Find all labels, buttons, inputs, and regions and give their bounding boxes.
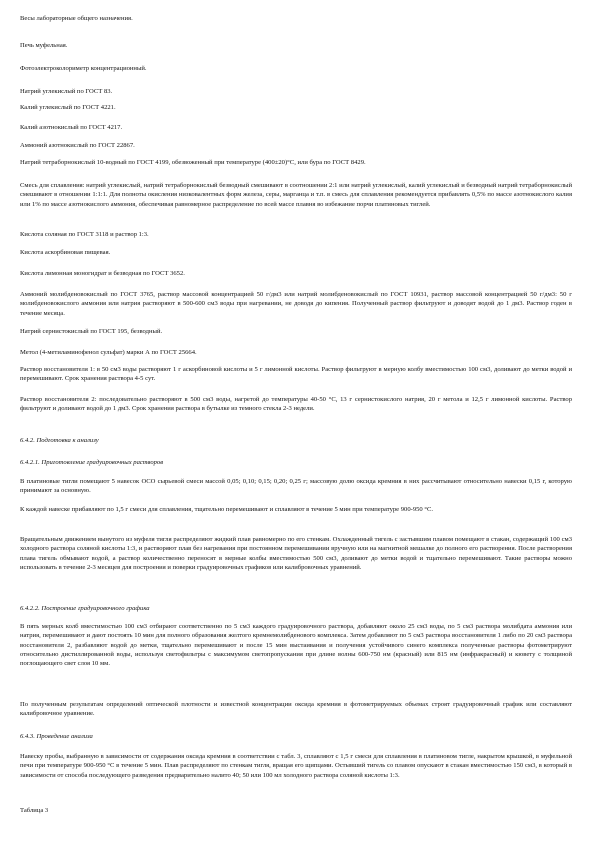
paragraph-fusion-mixture: Смесь для сплавления: натрий углекислый, натрий тетраборнокислый безводный смешивают в соотношении 2:1 или натрий углекислый, калий углекислый и безводный натрий тетраборнокислый смешивают в отношении 1:1:1. Для полноты окисления низковалентных форм железа, серы, марганца и т.п. в смесь для сплавления рекомендуется прибавлять 0,5% по массе азотнокислого калия или 1% по массе азотнокислого аммония, обеспечивая равномерное распределение по всей массе плавня во избежание порчи платиновых тиглей. xyxy=(20,182,572,208)
text-line-scales: Весы лабораторные общего назначения. xyxy=(20,15,133,22)
paragraph-analysis: Навеску пробы, выбранную в зависимости от содержания оксида кремния в соответствии с табл. 3, сплавляют с 1,5 г смеси для сплавления в платиновом тигле, накрытом крышкой, в муфельной печи при температуре 900-950 °С в течение 5 мин. Плав распределяют по стенкам тигля, вращая его щипцами. Остывший тигель со плавом опускают в стакан вместимостью 150 см3, в который в зависимости от способа последующего разведения предварительно налито 40; 50 или 100 мл холодного раствора соляной кислоты 1:3. xyxy=(20,753,572,779)
paragraph-molybdate: Аммоний молибденовокислый по ГОСТ 3765, раствор массовой концентрацией 50 г/дм3 или натрий молибденовокислый по ГОСТ 10931, раствор массовой концентрацией 50 г/дм3: 50 г молибденовокислого аммония или натрия растворяют в 500-600 см3 воды при нагревании, не доводя до кипения. Полученный раствор фильтруют и доводят водой до 1 дм3. Раствор годен в течение месяца. xyxy=(20,291,572,317)
text-line-metol: Метол (4-метиламинофенол сульфат) марки А по ГОСТ 25664. xyxy=(20,349,197,356)
section-heading-6-4-2-2: 6.4.2.2. Построение градуировочного графика xyxy=(20,605,150,612)
section-heading-6-4-2-1: 6.4.2.1. Приготовление градуировочных растворов xyxy=(20,459,164,466)
text-line-sodium-tetraborate: Натрий тетраборнокислый 10-водный по ГОСТ 4199, обезвоженный при температуре (400±20)°С, или бура по ГОСТ 8429. xyxy=(20,159,366,166)
section-heading-6-4-2: 6.4.2. Подготовка к анализу xyxy=(20,437,99,444)
text-line-furnace: Печь муфельная. xyxy=(20,42,68,49)
text-line-sodium-carbonate: Натрий углекислый по ГОСТ 83. xyxy=(20,88,113,95)
paragraph-samples: В платиновые тигли помещают 5 навесок ОСО сырьевой смеси массой 0,05; 0,10; 0,15; 0,20; 0,25 г; массовую долю оксида кремния в них рассчитывают относительно навески 0,15 г, которую принимают за основную. xyxy=(20,478,572,495)
section-heading-6-4-3: 6.4.3. Проведение анализа xyxy=(20,733,93,740)
text-line-ammonium-nitrate: Аммоний азотнокислый по ГОСТ 22867. xyxy=(20,142,135,149)
text-line-colorimeter: Фотоэлектроколориметр концентрационный. xyxy=(20,65,147,72)
text-line-potassium-carbonate: Калий углекислый по ГОСТ 4221. xyxy=(20,104,116,111)
paragraph-reducer-1: Раствор восстановителя 1: в 50 см3 воды растворяют 1 г аскорбиновой кислоты и 5 г лимонной кислоты. Раствор фильтруют в мерную колбу вместимостью 100 см3, доливают до метки водой и перемешивают. Срок хранения раствора 4-5 сут. xyxy=(20,366,572,383)
text-line-ascorbic-acid: Кислота аскорбиновая пищевая. xyxy=(20,249,111,256)
text-line-hydrochloric-acid: Кислота соляная по ГОСТ 3118 и раствор 1:3. xyxy=(20,231,149,238)
text-line-sodium-sulfite: Натрий сернистокислый по ГОСТ 195, безводный. xyxy=(20,328,163,335)
paragraph-dissolution: Вращательным движением вынутого из муфеля тигля распределяют жидкий плав равномерно по его стенкам. Охлажденный тигель с застывшим плавом помещают в стакан, содержащий 100 см3 холодного раствора соляной кислоты 1:3, и растворяют плав без нагревания при постоянном перемешивании вручную или на магнитной мешалке до полного его растворения. После растворения плава тигель обмывают водой, а раствор количественно переносят в мерные колбы вместимостью 500 см3, доливают до метки водой и тщательно перемешивают. Такие растворы можно использовать в течение 2-3 месяцев для построения и поверки градуировочных графиков или калибровочных уравнений. xyxy=(20,536,572,571)
paragraph-calibration: В пять мерных колб вместимостью 100 см3 отбирают соответственно по 5 см3 каждого градуировочного раствора, добавляют около 25 см3 воды, по 5 см3 раствора молибдата аммония или натрия, перемешивают и дают постоять 10 мин для полного образования желтого кремнемолибденового комплекса. Затем добавляют по 5 см3 раствора восстановителя 1 либо по 20 см3 раствора восстановителя 2, разбавляют водой до метки, тщательно перемешивают и после 15 мин выстаивания и получения устойчивого синего комплекса полученные растворы фотометрируют относительно дистиллированной воды, используя светофильтры с максимумом светопропускания при длине волны 600-750 нм (красный) или 815 нм (инфракрасный) и кювету с толщиной поглощающего свет слоя 10 мм. xyxy=(20,623,572,668)
paragraph-reducer-2: Раствор восстановителя 2: последовательно растворяют в 500 см3 воды, нагретой до температуры 40-50 °С, 13 г сернистокислого натрия, 20 г метола и 12,5 г лимонной кислоты. Раствор фильтруют и доливают водой до 1 дм3. Срок хранения раствора в бутылке из темного стекла 2-3 недели. xyxy=(20,396,572,413)
paragraph-fusion: К каждой навеске прибавляют по 1,5 г смеси для сплавления, тщательно перемешивают и сплавляют в течение 5 мин при температуре 900-950 °С. xyxy=(20,506,434,513)
text-line-potassium-nitrate: Калий азотнокислый по ГОСТ 4217. xyxy=(20,124,123,131)
paragraph-graph: По полученным результатам определений оптической плотности и известной концентрации оксида кремния в фотометрируемых объемах строят градуировочный график или составляют калибровочное уравнение. xyxy=(20,701,572,718)
table-caption: Таблица 3 xyxy=(20,807,49,814)
text-line-citric-acid: Кислота лимонная моногидрат и безводная по ГОСТ 3652. xyxy=(20,270,185,277)
